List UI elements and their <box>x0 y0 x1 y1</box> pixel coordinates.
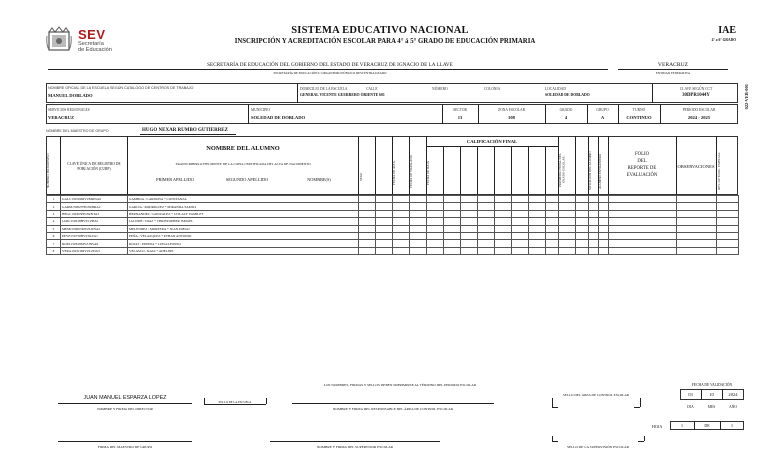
teacher-label: NOMBRE DEL MAESTRO DE GRUPO <box>46 129 109 133</box>
empty-cell <box>512 196 529 203</box>
empty-cell <box>495 210 512 217</box>
director-name: JUAN MANUEL ESPARZA LOPEZ <box>83 395 167 401</box>
empty-cell <box>529 196 546 203</box>
grado-label: GRADO <box>559 108 573 112</box>
empty-cell <box>717 203 739 210</box>
empty-cell <box>376 232 393 239</box>
student-number: 4 <box>47 218 61 225</box>
empty-cell <box>529 232 546 239</box>
empty-cell <box>717 225 739 232</box>
empty-cell <box>599 210 609 217</box>
empty-cell <box>576 210 589 217</box>
empty-cell <box>529 247 546 254</box>
folio-header <box>610 151 674 179</box>
empty-cell <box>546 218 559 225</box>
col-extranjero-header: ALUMNO EXTRANJERO <box>598 153 602 189</box>
maestro-firma-label: FIRMA DEL MAESTRO DE GRUPO <box>97 445 153 449</box>
student-number: 5 <box>47 225 61 232</box>
side-code: 022-VER-001 <box>744 84 749 110</box>
empty-cell <box>559 240 576 247</box>
empty-cell <box>589 203 599 210</box>
empty-cell <box>512 247 529 254</box>
empty-cell <box>427 225 444 232</box>
empty-cell <box>393 232 410 239</box>
student-curp: ROPL150618MVZJNSA6 <box>61 240 128 247</box>
empty-cell <box>677 232 717 239</box>
empty-cell <box>546 232 559 239</box>
empty-cell <box>427 240 444 247</box>
sello-escuela-label: SELLO DE LA ESCUELA <box>218 400 252 404</box>
empty-cell <box>546 240 559 247</box>
colonia-label: COLONIA <box>484 87 501 91</box>
empty-cell <box>410 232 427 239</box>
empty-cell <box>495 247 512 254</box>
empty-cell <box>559 225 576 232</box>
empty-cell <box>589 225 599 232</box>
hoja-de: DE <box>704 423 710 428</box>
empty-cell <box>677 218 717 225</box>
empty-cell <box>495 240 512 247</box>
student-name: VELASCO / RAGI * ADELINE <box>128 247 359 254</box>
empty-cell <box>609 210 677 217</box>
empty-cell <box>461 225 478 232</box>
empty-cell <box>478 240 495 247</box>
empty-cell <box>717 218 739 225</box>
given-names-header: NOMBRE(S) <box>307 177 331 182</box>
empty-cell <box>410 203 427 210</box>
empty-cell <box>512 232 529 239</box>
logo-educacion: de Educación <box>78 47 112 53</box>
school-name-label: NOMBRE OFICIAL DE LA ESCUELA SEGÚN CATALOGO DE CENTROS DE TRABAJO <box>48 86 194 90</box>
second-surname-header: SEGUNDO APELLIDO <box>225 177 269 182</box>
regional-value: VERACRUZ <box>48 115 75 120</box>
table-row <box>47 232 739 239</box>
student-name: JACOME / DIAZ * CHRISTOPHER ISMAEL <box>128 218 359 225</box>
folio-line-2: DEL <box>637 159 647 164</box>
student-name: HERNANDEZ / GONZALEZ * CITLALY YAMILET <box>128 210 359 217</box>
empty-cell <box>559 232 576 239</box>
footer-legend: LOS NOMBRES, FIRMAS Y SELLOS DEBEN IMPRIMIRSE AL TÉRMINO DEL PERIODO ESCOLAR <box>323 383 477 387</box>
empty-cell <box>376 225 393 232</box>
col-traslado-header: FECHA DE TRASLADO <box>409 154 413 188</box>
empty-cell <box>376 218 393 225</box>
empty-cell <box>559 247 576 254</box>
empty-cell <box>410 240 427 247</box>
table-row <box>47 225 739 232</box>
zona-label: ZONA ESCOLAR <box>497 108 526 112</box>
fecha-validacion-label: FECHA DE VALIDACIÓN <box>691 383 733 387</box>
empty-cell <box>546 210 559 217</box>
empty-cell <box>359 196 376 203</box>
student-number: 7 <box>47 240 61 247</box>
empty-cell <box>546 196 559 203</box>
empty-cell <box>444 247 461 254</box>
empty-cell <box>444 218 461 225</box>
empty-cell <box>478 203 495 210</box>
student-number: 6 <box>47 232 61 239</box>
student-number: 2 <box>47 203 61 210</box>
first-surname-header: PRIMER APELLIDO <box>156 177 194 182</box>
sev-logo <box>46 26 126 56</box>
folio-line-3: REPORTE DE <box>627 166 657 171</box>
empty-cell <box>427 196 444 203</box>
table-row <box>47 203 739 210</box>
school-info-row-2 <box>46 104 738 124</box>
empty-cell <box>546 203 559 210</box>
empty-cell <box>589 247 599 254</box>
empty-cell <box>495 203 512 210</box>
empty-cell <box>589 210 599 217</box>
grupo-value: A <box>600 115 605 120</box>
fecha-mes: 10 <box>709 392 714 397</box>
student-name: GARCIA / RODRIGUEZ * MIRANDA YAMILI <box>128 203 359 210</box>
folio-line-1: FOLIO <box>634 152 650 157</box>
school-address: GENERAL VICENTE GUERRERO ORIENTE 601 <box>300 93 385 97</box>
logo-sev: SEV <box>78 27 106 42</box>
empty-cell <box>559 218 576 225</box>
student-name: PEÑA / VELAZQUEZ * ETHAN ANTONIO <box>128 232 359 239</box>
number-label: NÚMERO <box>432 87 448 91</box>
student-name-note: TRANSCRIBIRLO FIELMENTE DE LA COPIA CERTIFICADA DEL ACTA DE NACIMIENTO <box>175 162 311 166</box>
empty-cell <box>461 240 478 247</box>
empty-cell <box>529 240 546 247</box>
empty-cell <box>512 210 529 217</box>
empty-cell <box>677 196 717 203</box>
empty-cell <box>461 210 478 217</box>
empty-cell <box>576 218 589 225</box>
col-situacion-header: SITUACIÓN DEL ALUMNO <box>588 151 592 191</box>
street-label: CALLE <box>366 87 378 91</box>
empty-cell <box>512 225 529 232</box>
empty-cell <box>376 210 393 217</box>
empty-cell <box>576 225 589 232</box>
empty-cell <box>359 247 376 254</box>
grupo-label: GRUPO <box>596 108 609 112</box>
empty-cell <box>609 203 677 210</box>
empty-cell <box>529 203 546 210</box>
empty-cell <box>376 196 393 203</box>
empty-cell <box>559 203 576 210</box>
empty-cell <box>427 203 444 210</box>
empty-cell <box>512 203 529 210</box>
empty-cell <box>478 225 495 232</box>
empty-cell <box>444 232 461 239</box>
empty-cell <box>427 218 444 225</box>
empty-cell <box>495 232 512 239</box>
table-row <box>47 196 739 203</box>
table-row <box>47 240 739 247</box>
empty-cell <box>717 232 739 239</box>
veracruz-crest-icon <box>46 26 72 54</box>
turno-label: TURNO <box>632 108 646 112</box>
empty-cell <box>609 232 677 239</box>
sello-supervision-label: SELLO DE LA SUPERVISIÓN ESCOLAR <box>567 445 629 449</box>
fecha-anio-label: AÑO <box>729 405 737 409</box>
empty-cell <box>359 232 376 239</box>
grado-value: 4 <box>564 115 568 120</box>
empty-cell <box>559 196 576 203</box>
empty-cell <box>393 247 410 254</box>
empty-cell <box>359 210 376 217</box>
empty-cell <box>359 240 376 247</box>
empty-cell <box>444 203 461 210</box>
student-curp: PEVE150730HVZXLTA1 <box>61 232 128 239</box>
control-escolar-label: NOMBRE Y FIRMA DEL RESPONSABLE DEL ÁREA DE CONTROL ESCOLAR <box>332 407 454 411</box>
col-num-header: NÚMERO PROGRESIVO <box>46 153 50 189</box>
empty-cell <box>427 247 444 254</box>
table-row <box>47 247 739 254</box>
empty-cell <box>410 210 427 217</box>
empty-cell <box>478 210 495 217</box>
empty-cell <box>589 218 599 225</box>
empty-cell <box>677 203 717 210</box>
empty-cell <box>410 218 427 225</box>
periodo-label: PERIODO ESCOLAR <box>682 108 716 112</box>
cct-label: CLAVE SEGÚN CCT <box>679 87 713 91</box>
empty-cell <box>576 232 589 239</box>
teacher-name: HUGO NEXAR RUMBO GUTIERREZ <box>142 128 228 133</box>
empty-cell <box>410 225 427 232</box>
turno-value: CONTINUO <box>626 115 652 120</box>
empty-cell <box>376 203 393 210</box>
regional-label: SERVICIOS REGIONALES <box>48 108 90 112</box>
address-label: DOMICILIO DE LA ESCUELA <box>300 87 348 91</box>
empty-cell <box>609 196 677 203</box>
empty-cell <box>359 218 376 225</box>
empty-cell <box>717 247 739 254</box>
form-code: IAE <box>718 25 736 36</box>
empty-cell <box>717 210 739 217</box>
empty-cell <box>478 218 495 225</box>
empty-cell <box>427 232 444 239</box>
student-name-title: NOMBRE DEL ALUMNO <box>206 145 280 152</box>
empty-cell <box>609 240 677 247</box>
table-row <box>47 218 739 225</box>
municipio-label: MUNICIPIO <box>251 108 270 112</box>
empty-cell <box>529 218 546 225</box>
col-baja-header: FECHA DE BAJA <box>426 160 430 186</box>
student-curp: GALC150509MVZMRNA9 <box>61 196 128 203</box>
hoja-current: 1 <box>681 423 683 428</box>
empty-cell <box>495 218 512 225</box>
sello-control-label: SELLO DEL ÁREA DE CONTROL ESCOLAR <box>562 393 630 397</box>
empty-cell <box>599 232 609 239</box>
empty-cell <box>717 240 739 247</box>
empty-cell <box>677 240 717 247</box>
observaciones-header: OBSERVACIONES <box>677 164 715 169</box>
student-name: ROJAS / PINEDA * LUISALFONSO <box>128 240 359 247</box>
empty-cell <box>478 232 495 239</box>
main-title: SISTEMA EDUCATIVO NACIONAL <box>291 25 469 36</box>
student-number: 8 <box>47 247 61 254</box>
empty-cell <box>376 240 393 247</box>
school-cct: 30DPR1044Y <box>682 93 710 98</box>
empty-cell <box>677 225 717 232</box>
empty-cell <box>599 218 609 225</box>
empty-cell <box>576 196 589 203</box>
empty-cell <box>461 232 478 239</box>
col-rev-header: REV. DE EDUC. ESPECIAL <box>717 152 721 190</box>
empty-cell <box>546 247 559 254</box>
empty-cell <box>599 203 609 210</box>
secretaria-name: SECRETARÍA DE EDUCACIÓN DEL GOBIERNO DEL ESTADO DE VERACRUZ DE IGNACIO DE LA LLAVE <box>207 62 453 68</box>
empty-cell <box>478 196 495 203</box>
fecha-dia-label: DIA <box>687 405 694 409</box>
empty-cell <box>559 210 576 217</box>
student-curp: JADC150918HVZCZHA1 <box>61 218 128 225</box>
student-name: MELENDEZ / MORTERA * JUAN DIEGO <box>128 225 359 232</box>
supervisor-label: NOMBRE Y FIRMA DEL SUPERVISOR ESCOLAR <box>316 445 394 449</box>
form-code-grade: 4° a 6° GRADO <box>711 38 736 42</box>
empty-cell <box>359 203 376 210</box>
empty-cell <box>599 247 609 254</box>
empty-cell <box>529 210 546 217</box>
student-curp: GARM150827HVZRDRA2 <box>61 203 128 210</box>
empty-cell <box>393 203 410 210</box>
empty-cell <box>599 196 609 203</box>
empty-cell <box>717 196 739 203</box>
table-row <box>47 210 739 217</box>
student-name: GAMBOA / CARDONA * CONSTANZA <box>128 196 359 203</box>
empty-cell <box>444 210 461 217</box>
empty-cell <box>427 210 444 217</box>
sector-value: 13 <box>457 115 463 120</box>
empty-cell <box>444 240 461 247</box>
form-subtitle: INSCRIPCIÓN Y ACREDITACIÓN ESCOLAR PARA 4° á 5° GRADO DE EDUCACIÓN PRIMARIA <box>234 38 536 45</box>
municipio-value: SOLEDAD DE DOBLADO <box>251 115 306 120</box>
col-alta-header: FECHA DE ALTA <box>392 161 396 185</box>
empty-cell <box>495 225 512 232</box>
empty-cell <box>444 225 461 232</box>
empty-cell <box>359 225 376 232</box>
empty-cell <box>576 203 589 210</box>
empty-cell <box>677 247 717 254</box>
empty-cell <box>609 225 677 232</box>
empty-cell <box>376 247 393 254</box>
empty-cell <box>529 225 546 232</box>
school-locality: SOLEDAD DE DOBLADO <box>545 93 590 97</box>
fecha-anio: 2024 <box>728 392 738 397</box>
col-curp-header: CLAVE ÚNICA DE REGISTRO DE POBLACIÓN (CURP) <box>67 162 121 171</box>
empty-cell <box>393 210 410 217</box>
student-number: 3 <box>47 210 61 217</box>
empty-cell <box>393 240 410 247</box>
empty-cell <box>393 218 410 225</box>
folio-line-4: EVALUACIÓN <box>626 173 658 178</box>
empty-cell <box>609 247 677 254</box>
students-table <box>46 195 739 255</box>
empty-cell <box>589 196 599 203</box>
empty-cell <box>589 232 599 239</box>
director-label: NOMBRE Y FIRMA DEL DIRECTOR <box>97 407 153 411</box>
empty-cell <box>461 196 478 203</box>
secretaria-caption: SECRETARÍA DE EDUCACIÓN U ORGANISMO PÚBLICO DESCENTRALIZADO <box>273 71 387 75</box>
empty-cell <box>599 225 609 232</box>
empty-cell <box>461 218 478 225</box>
col-promedio-header: PROMEDIO FINAL DEL GRADO ESCOLAR <box>558 153 566 187</box>
calif-final-header: CALIFICACIÓN FINAL <box>466 139 518 144</box>
empty-cell <box>461 203 478 210</box>
empty-cell <box>576 240 589 247</box>
empty-cell <box>589 240 599 247</box>
empty-cell <box>512 240 529 247</box>
locality-label: LOCALIDAD <box>545 87 566 91</box>
hoja-total: 1 <box>731 423 733 428</box>
empty-cell <box>410 247 427 254</box>
logo-secretaria: Secretaría <box>78 41 104 47</box>
empty-cell <box>393 196 410 203</box>
periodo-value: 2024 - 2025 <box>687 115 711 120</box>
empty-cell <box>444 196 461 203</box>
empty-cell <box>410 196 427 203</box>
state-name: VERACRUZ <box>657 62 689 68</box>
school-name: MANUEL DOBLADO <box>48 93 93 98</box>
empty-cell <box>461 247 478 254</box>
empty-cell <box>512 218 529 225</box>
sector-label: SECTOR <box>453 108 467 112</box>
empty-cell <box>576 247 589 254</box>
empty-cell <box>478 247 495 254</box>
fecha-dia: 03 <box>688 392 693 397</box>
empty-cell <box>599 240 609 247</box>
col-sexo-header: SEXO <box>359 172 363 182</box>
student-curp: HEGC150403HVZRNTA3 <box>61 210 128 217</box>
empty-cell <box>609 218 677 225</box>
hoja-label: HOJA <box>652 424 663 429</box>
empty-cell <box>393 225 410 232</box>
empty-cell <box>677 210 717 217</box>
student-curp: MEMJ150603MVZLRNA2 <box>61 225 128 232</box>
zona-value: 108 <box>508 115 515 120</box>
student-number: 1 <box>47 196 61 203</box>
empty-cell <box>495 196 512 203</box>
student-curp: VERA150310MVZLZDA3 <box>61 247 128 254</box>
empty-cell <box>546 225 559 232</box>
state-caption: ENTIDAD FEDERATIVA <box>655 71 691 75</box>
fecha-mes-label: MES <box>707 405 716 409</box>
